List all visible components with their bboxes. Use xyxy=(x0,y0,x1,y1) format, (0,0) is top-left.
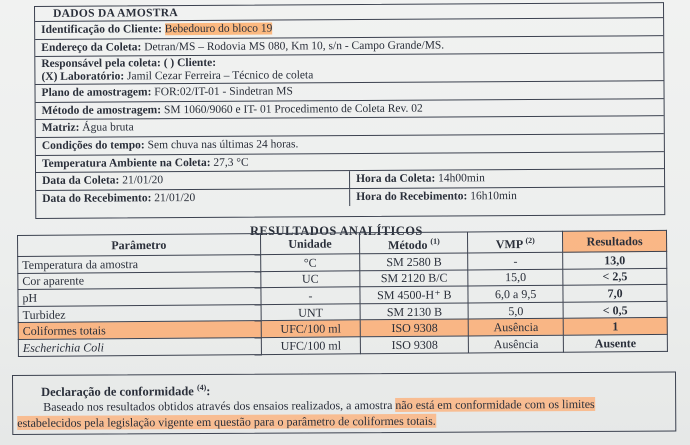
collect-date-label: Data da Coleta: xyxy=(42,174,120,188)
declaration-title xyxy=(41,383,210,400)
lab-label: (X) Laboratório: xyxy=(41,70,125,84)
cell-metodo: SM 4500-H⁺ B xyxy=(360,286,468,303)
matrix-value: Água bruta xyxy=(82,121,134,135)
matrix-label: Matriz: xyxy=(41,122,80,135)
cell-parametro: Escherichia Coli xyxy=(18,338,261,356)
cell-vmp: 5,0 xyxy=(468,302,563,319)
receipt-date-value: 21/01/20 xyxy=(154,191,196,205)
method-label: Método de amostragem: xyxy=(41,104,162,117)
plan-label: Plano de amostragem: xyxy=(41,86,152,100)
receipt-row xyxy=(36,187,664,208)
receipt-time-cell xyxy=(350,188,517,207)
header-metodo-note: (1) xyxy=(430,236,440,246)
collect-time-cell xyxy=(350,170,485,187)
cell-parametro: pH xyxy=(18,288,261,306)
responsible-value: ( ) Cliente: xyxy=(163,57,217,70)
cell-vmp: 6,0 a 9,5 xyxy=(468,285,563,302)
temperature-label: Temperatura Ambiente na Coleta: xyxy=(41,156,211,170)
cell-resultado: Ausente xyxy=(563,334,667,351)
cell-unidade: UC xyxy=(260,270,360,287)
cell-metodo: ISO 9308 xyxy=(361,319,469,336)
results-table xyxy=(17,230,668,357)
cell-vmp: 15,0 xyxy=(468,269,563,286)
declaration-title-text: Declaração de conformidade xyxy=(41,384,194,400)
cell-vmp: - xyxy=(468,252,563,269)
declaration-text-c: estabelecidos pela legislação vigente em questão para o parâmetro de coliformes totais. xyxy=(17,413,436,430)
cell-unidade: - xyxy=(260,287,360,304)
cell-resultado: < 0,5 xyxy=(563,301,667,318)
cell-parametro: Coliformes totais xyxy=(18,321,261,339)
header-metodo xyxy=(360,232,468,254)
cell-parametro: Temperatura da amostra xyxy=(18,255,261,273)
plan-value: FOR:02/IT-01 - Sindetran MS xyxy=(154,85,293,99)
header-vmp xyxy=(468,231,563,253)
client-value: Bebedouro do bloco 19 xyxy=(164,22,273,36)
header-resultados: Resultados xyxy=(563,230,667,252)
receipt-date-cell xyxy=(36,189,350,209)
sample-section-title: DADOS DA AMOSTRA xyxy=(35,3,663,22)
temperature-value: 27,3 °C xyxy=(213,156,249,169)
cell-resultado: < 2,5 xyxy=(563,268,667,285)
cell-unidade: UFC/100 ml xyxy=(261,320,361,337)
weather-label: Condições do tempo: xyxy=(41,139,145,152)
receipt-time-value: 16h10min xyxy=(470,189,517,203)
cell-unidade: UFC/100 ml xyxy=(261,337,361,354)
cell-resultado: 13,0 xyxy=(563,251,667,268)
collect-date-value: 21/01/20 xyxy=(122,174,164,187)
declaration-note: (4) xyxy=(196,382,207,393)
cell-resultado: 1 xyxy=(563,318,667,335)
lab-value: Jamil Cezar Ferreira – Técnico de coleta xyxy=(126,69,314,83)
address-label: Endereço da Coleta: xyxy=(41,40,142,54)
conformity-declaration-box xyxy=(12,372,676,435)
header-vmp-label: VMP xyxy=(495,236,523,251)
cell-metodo: SM 2130 B xyxy=(360,303,468,320)
header-metodo-label: Método xyxy=(388,237,428,252)
declaration-line-1 xyxy=(43,397,595,415)
cell-unidade: °C xyxy=(260,254,360,271)
sample-data-box xyxy=(34,2,665,219)
cell-parametro: Cor aparente xyxy=(18,271,261,289)
method-value: SM 1060/9060 e IT- 01 Procedimento de Coleta Rev. 02 xyxy=(163,102,423,116)
header-unidade: Unidade xyxy=(260,233,360,255)
cell-metodo: SM 2120 B/C xyxy=(360,270,468,287)
responsible-row xyxy=(35,53,663,85)
cell-vmp: Ausência xyxy=(469,335,564,352)
cell-vmp: Ausência xyxy=(468,319,563,336)
declaration-line-2 xyxy=(17,414,436,431)
address-value: Detran/MS – Rodovia MS 080, Km 10, s/n - Campo Grande/MS. xyxy=(144,39,445,53)
declaration-colon: : xyxy=(206,384,211,399)
results-title: RESULTADOS ANALÍTICOS xyxy=(250,224,423,238)
client-label: Identificação do Cliente: xyxy=(41,23,162,36)
header-vmp-note: (2) xyxy=(525,235,535,245)
cell-resultado: 7,0 xyxy=(563,285,667,302)
receipt-time-label: Hora do Recebimento: xyxy=(356,190,468,203)
cell-metodo: SM 2580 B xyxy=(360,253,468,270)
cell-parametro: Turbidez xyxy=(18,304,261,322)
cell-unidade: UNT xyxy=(261,304,361,321)
header-parametro: Parâmetro xyxy=(18,234,261,257)
collect-time-value: 14h00min xyxy=(438,172,485,185)
declaration-text-b: não está em conformidade com os limites xyxy=(395,396,595,412)
declaration-text-a: Baseado nos resultados obtidos através dos ensaios realizados, a amostra xyxy=(43,397,396,414)
cell-metodo: ISO 9308 xyxy=(361,336,469,353)
receipt-date-label: Data do Recebimento: xyxy=(42,192,152,205)
collect-date-cell xyxy=(36,171,350,190)
weather-value: Sem chuva nas últimas 24 horas. xyxy=(147,138,299,152)
responsible-label: Responsável pela coleta: xyxy=(41,57,161,71)
collect-time-label: Hora da Coleta: xyxy=(356,172,436,186)
